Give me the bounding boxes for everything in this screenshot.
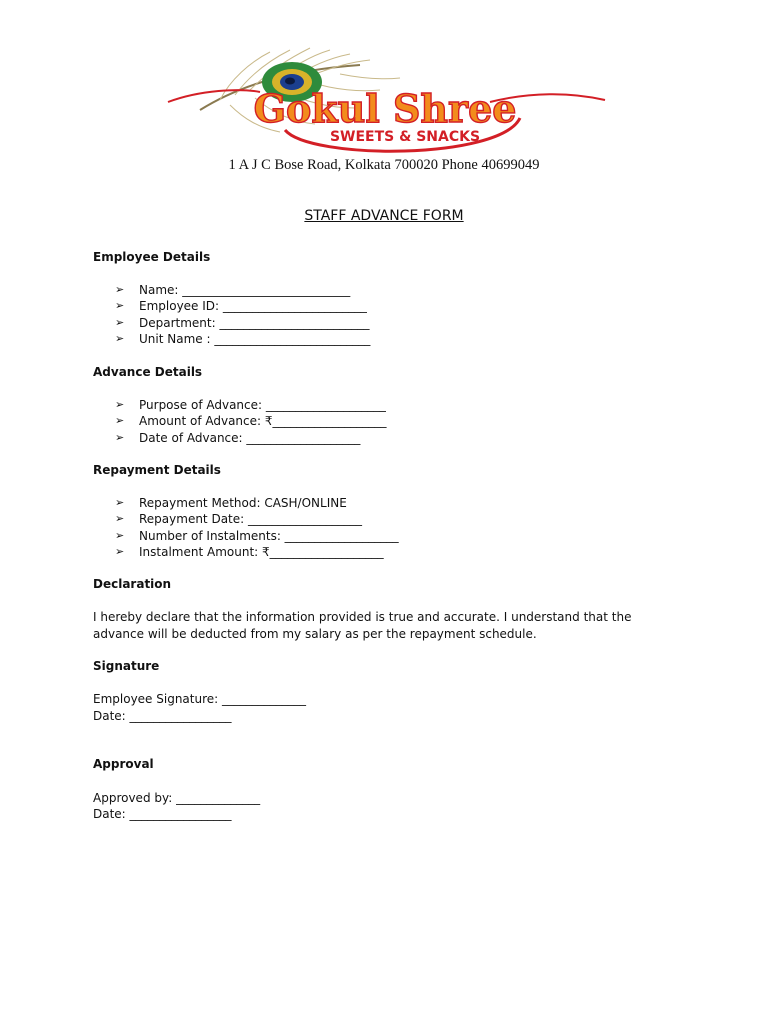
arrow-bullet-icon: ➢ (115, 414, 125, 428)
approval-date-field: Date: _________________ (93, 807, 232, 821)
arrow-bullet-icon: ➢ (115, 299, 125, 313)
section-heading-approval: Approval (93, 757, 154, 771)
brand-name: Gokul Shree (253, 86, 517, 131)
section-heading-employee-details: Employee Details (93, 250, 211, 264)
employee-details-list (115, 282, 370, 348)
declaration-text: I hereby declare that the information provided is true and accurate. I understand that the advance will be deducted from my salary as per the repayment schedule. (93, 610, 632, 641)
arrow-bullet-icon: ➢ (115, 332, 125, 346)
list-item-date-of-advance: ➢ Date of Advance: ___________________ (115, 430, 361, 445)
company-address: 1 A J C Bose Road, Kolkata 700020 Phone 40699049 (228, 157, 540, 173)
arrow-bullet-icon: ➢ (115, 430, 125, 444)
logo-graphic (160, 40, 610, 162)
employee-signature-field: Employee Signature: ______________ (93, 692, 306, 706)
list-item-name: ➢ Name: ____________________________ (115, 283, 351, 297)
section-heading-advance-details: Advance Details (93, 365, 203, 379)
arrow-bullet-icon: ➢ (115, 398, 125, 411)
section-heading-repayment-details: Repayment Details (93, 463, 221, 477)
arrow-bullet-icon: ➢ (115, 496, 125, 509)
arrow-bullet-icon: ➢ (115, 283, 125, 296)
list-item-department: ➢ Department: _________________________ (115, 315, 370, 330)
brand-tagline: SWEETS & SNACKS (329, 129, 481, 145)
repayment-details-list (115, 495, 399, 561)
arrow-bullet-icon: ➢ (115, 315, 125, 329)
arrow-bullet-icon: ➢ (115, 528, 125, 542)
section-heading-declaration: Declaration (93, 577, 172, 591)
list-item-amount: ➢ Amount of Advance: ₹___________________ (115, 414, 387, 429)
list-item-employee-id: ➢ Employee ID: ________________________ (115, 299, 367, 314)
list-item-repayment-method: ➢ Repayment Method: CASH/ONLINE (115, 496, 347, 510)
approved-by-field: Approved by: ______________ (93, 791, 261, 805)
arrow-bullet-icon: ➢ (115, 512, 125, 526)
list-item-repayment-date: ➢ Repayment Date: ___________________ (115, 512, 362, 527)
arrow-bullet-icon: ➢ (115, 545, 125, 559)
signature-date-field: Date: _________________ (93, 709, 232, 723)
advance-details-list (115, 397, 387, 446)
list-item-purpose: ➢ Purpose of Advance: ____________________ (115, 398, 386, 412)
company-logo (160, 40, 610, 162)
list-item-instalment-amount: ➢ Instalment Amount: ₹___________________ (115, 545, 384, 560)
page-title: STAFF ADVANCE FORM (304, 208, 464, 224)
list-item-number-of-instalments: ➢ Number of Instalments: ___________________ (115, 528, 399, 543)
section-heading-signature: Signature (93, 659, 160, 673)
list-item-unit-name: ➢ Unit Name : __________________________ (115, 332, 371, 347)
